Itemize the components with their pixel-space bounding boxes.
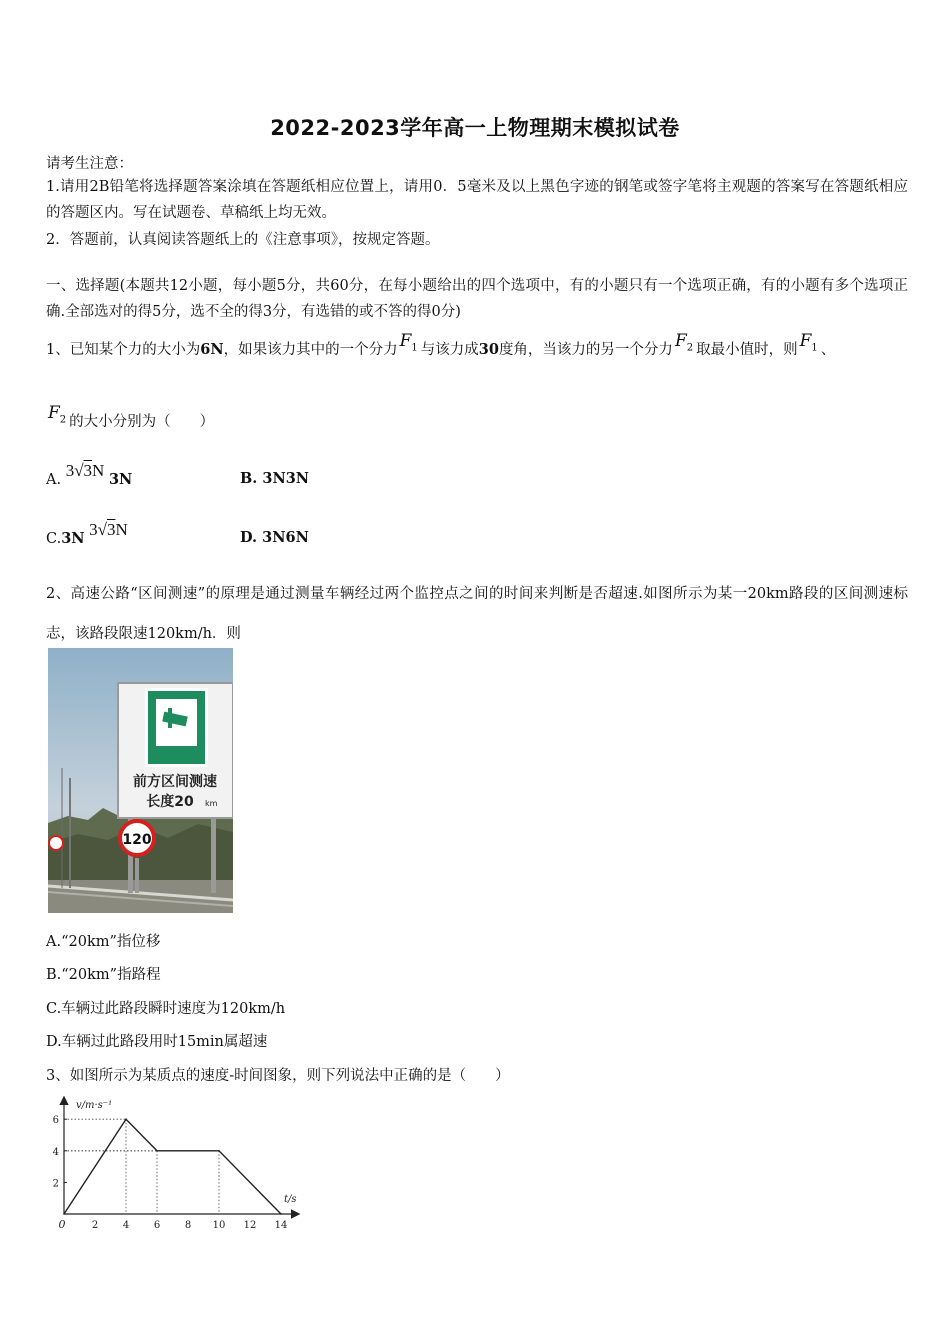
speed-section-sign-photo [48, 648, 233, 913]
q1-stem-continued: $F_2$ 的大小分别为（ ） [48, 403, 215, 430]
q2-option-a[interactable]: A.“20km”指位移 [46, 934, 161, 950]
notice-item-1: 1.请用2B铅笔将选择题答案涂填在答题纸相应位置上，请用0．5毫米及以上黑色字迹的钢笔或签字笔将主观题的答案写在答题纸相应的答题区内。写在试题卷、草稿纸上均无效。 [46, 179, 908, 221]
sign-text-unit: km [205, 799, 218, 808]
speed-limit-number: 120 [122, 832, 152, 848]
f1-symbol: $F_1$ [799, 331, 818, 354]
y-axis-label: v/m·s⁻¹ [76, 1100, 113, 1111]
q2-option-d[interactable]: D.车辆过此路段用时15min属超速 [46, 1034, 268, 1050]
q1-stem: 1、已知某个力的大小为6N，如果该力其中的一个分力 $F_1$ 与该力成30度角，当该力的另一个分力 $F_2$ 取最小值时，则 $F_1$ 、 [46, 331, 836, 358]
velocity-series-line [64, 1119, 281, 1214]
data-point [218, 1150, 220, 1152]
f2-symbol: $F_2$ [48, 403, 67, 426]
velocity-time-graph [46, 1094, 306, 1234]
y-tick-label: 6 [52, 1115, 59, 1127]
x-tick-label: 10 [212, 1220, 226, 1231]
f1-symbol: $F_1$ [399, 331, 418, 354]
q3-stem: 3、如图所示为某质点的速度-时间图象，则下列说法中正确的是（ ） [46, 1068, 510, 1084]
q1-option-b[interactable]: B. 3N3N [240, 470, 310, 487]
page-title: 2022-2023学年高一上物理期末模拟试卷 [270, 116, 680, 140]
data-point [63, 1213, 65, 1215]
radical-expression: 3√3N [65, 461, 105, 480]
radical-expression: 3√3N [89, 520, 128, 539]
y-tick-label: 2 [52, 1178, 59, 1190]
data-point [125, 1118, 127, 1120]
x-tick-label: 4 [122, 1220, 130, 1231]
q2-option-b[interactable]: B.“20km”指路程 [46, 967, 161, 983]
q1-option-a[interactable]: A. 3√3N 3N [46, 461, 133, 488]
f2-symbol: $F_2$ [674, 331, 694, 354]
y-tick-label: 4 [52, 1146, 59, 1158]
x-tick-label: 12 [243, 1220, 257, 1231]
x-tick-label: 8 [184, 1220, 192, 1231]
notice-heading: 请考生注意： [46, 156, 133, 172]
data-point [280, 1213, 282, 1215]
notice-item-2: 2．答题前，认真阅读答题纸上的《注意事项》，按规定答题。 [46, 232, 440, 248]
sign-text-line-2: 长度20 [146, 794, 194, 810]
x-tick-label: 2 [91, 1220, 99, 1231]
x-axis-label: t/s [284, 1194, 297, 1205]
x-tick-label: 14 [274, 1220, 288, 1231]
data-point [156, 1150, 158, 1152]
x-tick-label: 6 [153, 1220, 161, 1231]
x-tick-label: 0 [58, 1218, 66, 1231]
q2-option-c[interactable]: C.车辆过此路段瞬时速度为120km/h [46, 1001, 286, 1017]
q1-option-c[interactable]: C.3N 3√3N [46, 520, 128, 547]
section-1-intro: 一、选择题(本题共12小题，每小题5分，共60分，在每小题给出的四个选项中，有的小题只有一个选项正确，有的小题有多个选项正确.全部选对的得5分，选不全的得3分，有选错的或不答的得0分) [46, 278, 908, 320]
q2-stem: 2、高速公路“区间测速”的原理是通过测量车辆经过两个监控点之间的时间来判断是否超速.如图所示为某一20km路段的区间测速标志，该路段限速120km/h．则 [46, 586, 908, 642]
sign-text-line-1: 前方区间测速 [133, 774, 217, 790]
q1-option-d[interactable]: D. 3N6N [240, 529, 309, 546]
